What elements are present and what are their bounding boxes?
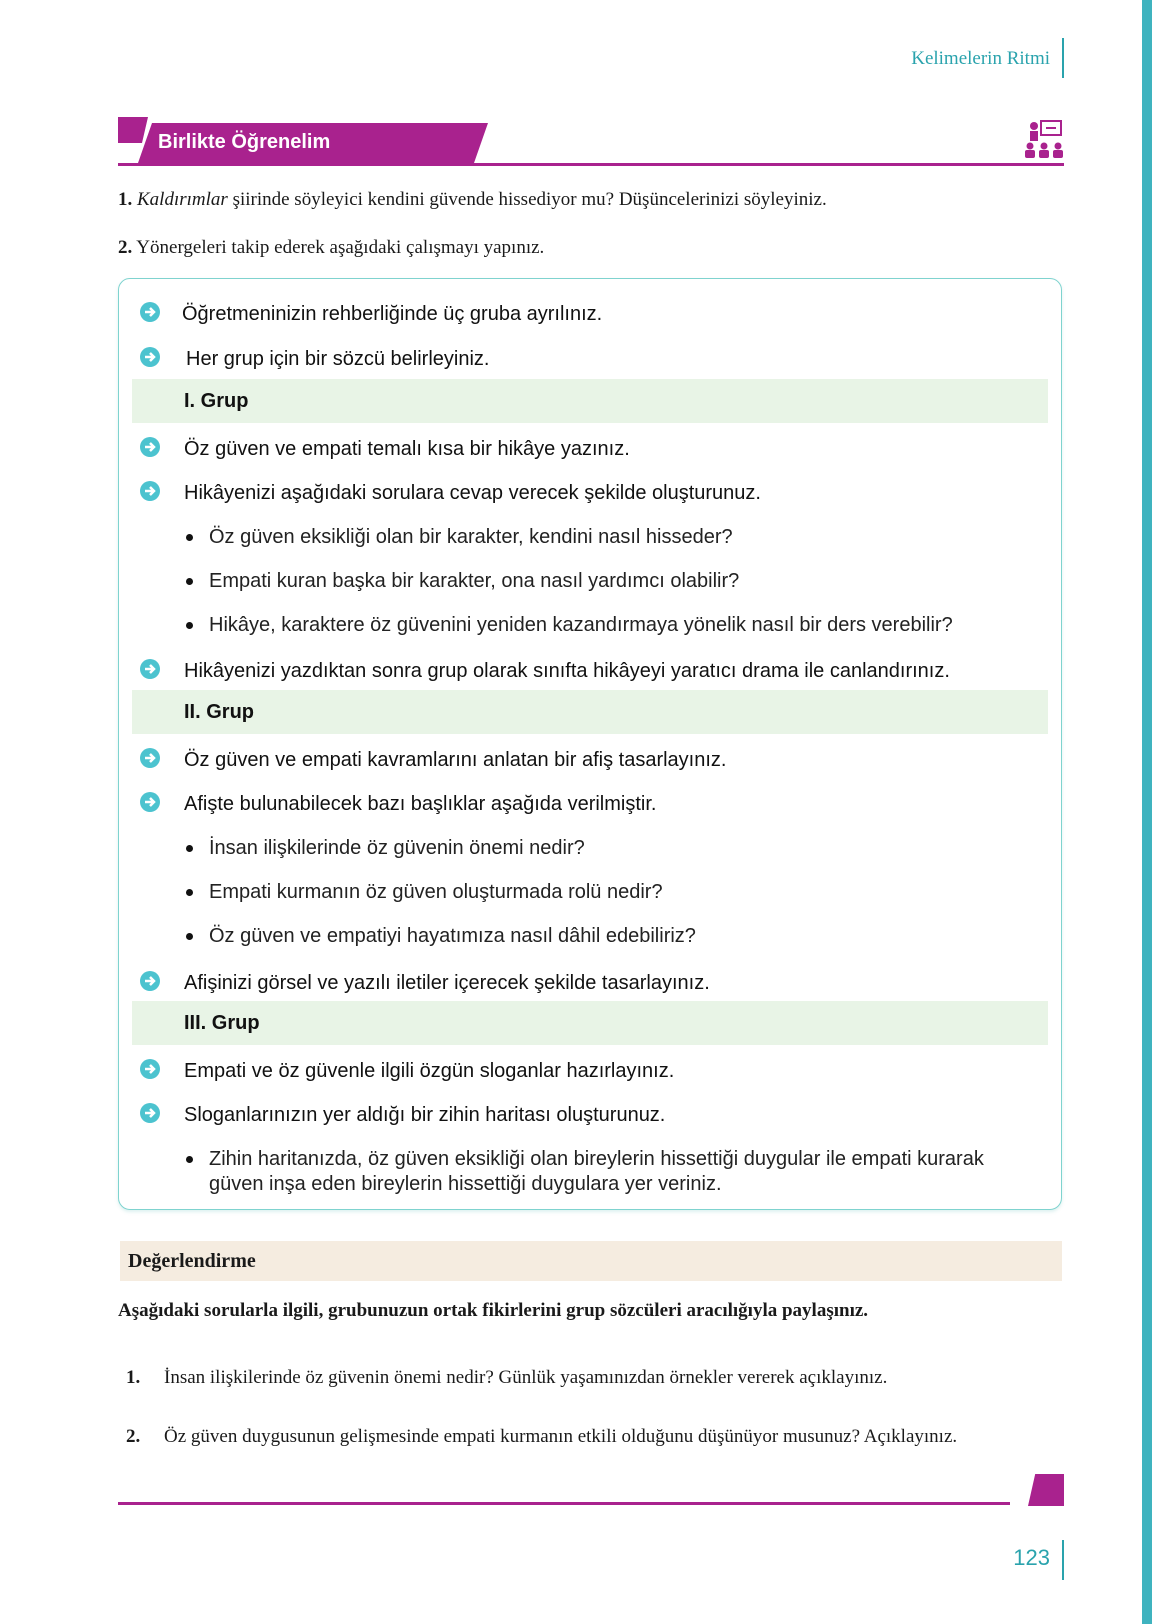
- question-text: şiirinde söyleyici kendini güvende hissediyor mu? Düşüncelerinizi söyleyiniz.: [227, 189, 827, 210]
- sub-question-line: güven inşa eden bireylerin hissettiği duygulara yer veriniz.: [209, 1173, 722, 1195]
- arrow-right-icon: [140, 659, 160, 679]
- evaluation-question-2: [126, 1426, 957, 1448]
- section-title: Birlikte Öğrenelim: [158, 131, 331, 153]
- teacher-presentation-icon: [1024, 119, 1064, 159]
- instruction-item: Öz güven ve empati kavramlarını anlatan bir afiş tasarlayınız.: [184, 749, 727, 771]
- sub-question: İnsan ilişkilerinde öz güvenin önemi nedir?: [209, 837, 585, 859]
- section-underline: [118, 163, 1064, 166]
- sub-question: Empati kurmanın öz güven oluşturmada rolü nedir?: [209, 881, 663, 903]
- instruction-item: Öz güven ve empati temalı kısa bir hikâye yazınız.: [184, 438, 630, 460]
- poem-title: Kaldırımlar: [137, 189, 228, 210]
- arrow-right-icon: [140, 792, 160, 812]
- group-3-header: [132, 1001, 1048, 1045]
- group-label: I. Grup: [184, 390, 249, 412]
- instruction-item: Empati ve öz güvenle ilgili özgün sloganlar hazırlayınız.: [184, 1060, 675, 1082]
- question-text: Yönergeleri takip ederek aşağıdaki çalışmayı yapınız.: [132, 237, 545, 258]
- group-2-header: [132, 690, 1048, 734]
- sub-question-line: Zihin haritanızda, öz güven eksikliği olan bireylerin hissettiği duygular ile empati kurarak: [209, 1148, 984, 1170]
- question-text: İnsan ilişkilerinde öz güvenin önemi nedir? Günlük yaşamınızdan örnekler vererek açıklayınız.: [164, 1367, 888, 1388]
- question-number: 1.: [126, 1367, 141, 1388]
- arrow-right-icon: [140, 971, 160, 991]
- sub-question: Empati kuran başka bir karakter, ona nasıl yardımcı olabilir?: [209, 570, 740, 592]
- footer-rule: [118, 1502, 1010, 1505]
- bullet-dot: [186, 622, 193, 629]
- arrow-right-icon: [140, 302, 160, 322]
- arrow-right-icon: [140, 481, 160, 501]
- instruction-item: Afişinizi görsel ve yazılı iletiler içerecek şekilde tasarlayınız.: [184, 972, 710, 994]
- evaluation-header: [120, 1241, 1062, 1281]
- sub-question: Öz güven eksikliği olan bir karakter, kendini nasıl hisseder?: [209, 526, 733, 548]
- sub-question: Hikâye, karaktere öz güvenini yeniden kazandırmaya yönelik nasıl bir ders verebilir?: [209, 614, 953, 636]
- question-1: [118, 188, 827, 212]
- instruction-item: Sloganlarınızın yer aldığı bir zihin haritası oluşturunuz.: [184, 1104, 666, 1126]
- arrow-right-icon: [140, 1103, 160, 1123]
- footer-tab: [1028, 1474, 1064, 1506]
- instruction-item: Her grup için bir sözcü belirleyiniz.: [186, 348, 490, 370]
- evaluation-title: Değerlendirme: [128, 1250, 256, 1272]
- section-tab-accent: [118, 117, 148, 143]
- arrow-right-icon: [140, 1059, 160, 1079]
- page-edge-bar: [1142, 0, 1152, 1624]
- question-number: 1.: [118, 189, 133, 210]
- page-number: 123: [1013, 1545, 1050, 1570]
- page-number-rule: [1062, 1540, 1064, 1580]
- group-1-header: [132, 379, 1048, 423]
- sub-question: Öz güven ve empatiyi hayatımıza nasıl dâhil edebiliriz?: [209, 925, 696, 947]
- instruction-item: Afişte bulunabilecek bazı başlıklar aşağıda verilmiştir.: [184, 793, 657, 815]
- instruction-item: Öğretmeninizin rehberliğinde üç gruba ayrılınız.: [182, 303, 603, 325]
- arrow-right-icon: [140, 347, 160, 367]
- running-title-rule: [1062, 38, 1064, 78]
- group-label: III. Grup: [184, 1012, 260, 1034]
- bullet-dot: [186, 1156, 193, 1163]
- group-label: II. Grup: [184, 701, 254, 723]
- question-2: [118, 236, 544, 260]
- instruction-item: Hikâyenizi aşağıdaki sorulara cevap verecek şekilde oluşturunuz.: [184, 482, 761, 504]
- arrow-right-icon: [140, 437, 160, 457]
- question-text: Öz güven duygusunun gelişmesinde empati kurmanın etkili olduğunu düşünüyor musunuz? Açıklayınız.: [164, 1426, 958, 1447]
- question-number: 2.: [118, 237, 133, 258]
- bullet-dot: [186, 534, 193, 541]
- bullet-dot: [186, 845, 193, 852]
- bullet-dot: [186, 889, 193, 896]
- arrow-right-icon: [140, 748, 160, 768]
- evaluation-instruction: Aşağıdaki sorularla ilgili, grubunuzun ortak fikirlerini grup sözcüleri aracılığıyla paylaşınız.: [118, 1300, 869, 1321]
- evaluation-question-1: [126, 1367, 887, 1389]
- question-number: 2.: [126, 1426, 141, 1447]
- section-header: [118, 117, 1064, 165]
- bullet-dot: [186, 578, 193, 585]
- running-title: Kelimelerin Ritmi: [911, 48, 1050, 69]
- bullet-dot: [186, 933, 193, 940]
- instruction-item: Hikâyenizi yazdıktan sonra grup olarak sınıfta hikâyeyi yaratıcı drama ile canlandırınız.: [184, 660, 950, 682]
